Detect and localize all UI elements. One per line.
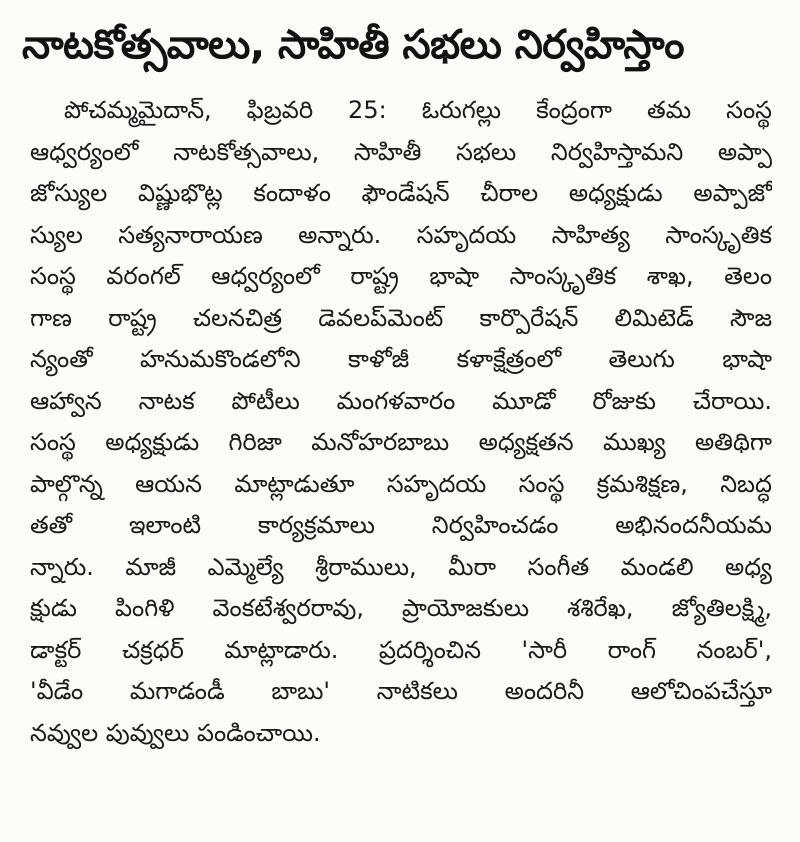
- article-line: 'వీడేం మగాడండీ బాబు' నాటికలు అందరినీ ఆలోచింపచేస్తూ: [30, 677, 772, 705]
- article-line: న్యంతో హనుమకొండలోని కాళోజీ కళాక్షేత్రంలో తెలుగు భాషా: [30, 345, 772, 373]
- article-line: ఆధ్వర్యంలో నాటకోత్సవాలు, సాహితీ సభలు నిర్వహిస్తామని అప్పా: [30, 137, 772, 166]
- article-line: క్షుడు పింగిళి వెంకటేశ్వరరావు, ప్రాయోజకులు శశిరేఖ, జ్యోతిలక్ష్మి,: [30, 594, 772, 622]
- article-line: డాక్టర్ చక్రధర్ మాట్లాడారు. ప్రదర్శించిన 'సారీ రాంగ్ నంబర్',: [30, 635, 772, 664]
- article-line: పోచమ్మమైదాన్, ఫిబ్రవరి 25: ఓరుగల్లు కేంద్రంగా తమ సంస్థ: [64, 96, 772, 124]
- article-headline: నాటకోత్సవాలు, సాహితీ సభలు నిర్వహిస్తాం: [22, 22, 685, 68]
- article-line: గాణ రాష్ట్ర చలనచిత్ర డెవలప్‌మెంట్ కార్పొరేషన్ లిమిటెడ్ సౌజ: [30, 303, 772, 332]
- article-line: సంస్థ వరంగల్ ఆధ్వర్యంలో రాష్ట్ర భాషా సాంస్కృతిక శాఖ, తెలం: [30, 262, 772, 290]
- article-line: జోస్యుల విష్ణుభొట్ల కందాళం ఫౌండేషన్ చీరాల అధ్యక్షుడు అప్పాజో: [30, 179, 772, 207]
- article-line: ఆహ్వాన నాటక పోటీలు మంగళవారం మూడో రోజుకు చేరాయి.: [30, 386, 772, 415]
- article-line: న్నారు. మాజీ ఎమ్మెల్యే శ్రీరాములు, మీరా సంగీత మండలి అధ్య: [30, 552, 772, 581]
- article-line: నవ్వుల పువ్వులు పండించాయి.: [30, 718, 321, 747]
- article-line: పాల్గొన్న ఆయన మాట్లాడుతూ సహృదయ సంస్థ క్రమశిక్షణ, నిబద్ధ: [30, 469, 772, 498]
- article-body: [30, 90, 772, 754]
- article-line: స్యుల సత్యనారాయణ అన్నారు. సహృదయ సాహిత్య సాంస్కృతిక: [30, 220, 772, 249]
- article-line: తతో ఇలాంటి కార్యక్రమాలు నిర్వహించడం అభినందనీయమ: [30, 511, 772, 539]
- article-line: సంస్థ అధ్యక్షుడు గిరిజా మనోహరబాబు అధ్యక్షతన ముఖ్య అతిథిగా: [30, 428, 772, 456]
